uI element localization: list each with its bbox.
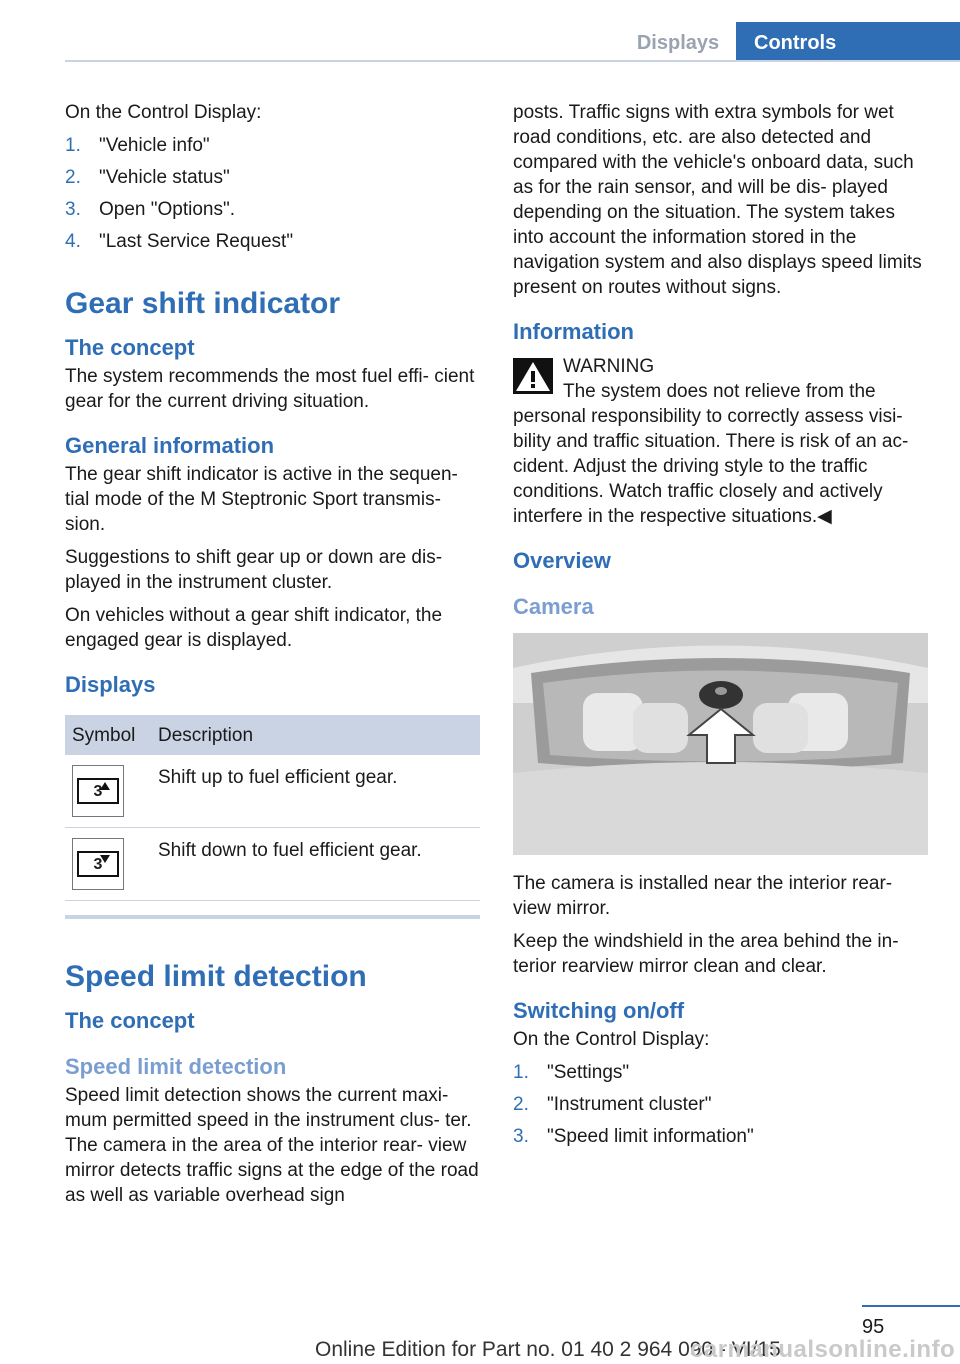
general-paragraph: Suggestions to shift gear up or down are dis‐ played in the instrument cluster.	[65, 547, 443, 593]
table-header-row	[65, 715, 480, 755]
shift-down-icon	[72, 838, 124, 890]
table-row	[65, 828, 480, 901]
description-cell: Shift up to fuel efficient gear.	[151, 755, 480, 828]
watermark: carmanualsonline.info	[690, 1336, 956, 1363]
step-number: 2.	[65, 167, 81, 188]
list-item	[513, 1060, 928, 1085]
step-text: "Vehicle status"	[99, 167, 230, 188]
list-item	[513, 1124, 928, 1149]
warning-block	[513, 354, 928, 404]
speed-subheading: Speed limit detection	[65, 1054, 287, 1079]
tab-displays[interactable]: Displays	[636, 32, 720, 54]
step-number: 3.	[65, 199, 81, 220]
warning-title: WARNING	[563, 356, 655, 377]
step-text: "Vehicle info"	[99, 135, 210, 156]
symbol-cell	[65, 828, 151, 901]
right-column	[513, 100, 928, 1156]
step-text: "Speed limit information"	[547, 1126, 754, 1147]
general-paragraph: On vehicles without a gear shift indicator, the engaged gear is displayed.	[65, 605, 443, 651]
tab-controls[interactable]: Controls	[736, 22, 960, 62]
step-text: "Last Service Request"	[99, 231, 294, 252]
warning-icon	[513, 358, 553, 394]
step-number: 2.	[513, 1094, 529, 1115]
table-end-divider	[65, 915, 480, 919]
list-item	[65, 165, 480, 190]
list-item	[65, 197, 480, 222]
page-header	[0, 0, 960, 62]
speed-limit-text: Speed limit detection shows the current maxi‐ mum permitted speed in the instrument clus‐ ter. The camera in the area of the interior rear‐ view mirror detects traffic signs at the edge of the road as well as variable overhead sign	[65, 1085, 479, 1206]
step-number: 4.	[65, 231, 81, 252]
page-number: 95	[862, 1316, 885, 1338]
camera-image	[513, 633, 928, 855]
list-item	[513, 1092, 928, 1117]
concept-heading: The concept	[65, 335, 195, 360]
shift-up-icon	[72, 765, 124, 817]
speed-limit-heading: Speed limit detection	[65, 960, 367, 993]
warning-text	[563, 354, 928, 404]
camera-paragraph: The camera is installed near the interior rear‐ view mirror.	[513, 873, 893, 919]
column-header-symbol: Symbol	[65, 715, 151, 755]
step-text: "Settings"	[547, 1062, 630, 1083]
camera-heading: Camera	[513, 594, 594, 619]
gear-number: 3	[93, 782, 103, 800]
gear-shift-heading: Gear shift indicator	[65, 287, 341, 320]
left-column	[65, 100, 480, 1216]
control-display-intro: On the Control Display:	[65, 102, 262, 123]
step-number: 1.	[65, 135, 81, 156]
list-item	[65, 133, 480, 158]
list-item	[65, 229, 480, 254]
general-paragraph: The gear shift indicator is active in the sequen‐ tial mode of the M Steptronic Sport transmis‐ sion.	[65, 464, 458, 535]
step-text: "Instrument cluster"	[547, 1094, 712, 1115]
switching-heading: Switching on/off	[513, 998, 685, 1023]
step-number: 3.	[513, 1126, 529, 1147]
information-heading: Information	[513, 319, 634, 344]
displays-heading: Displays	[65, 672, 156, 697]
gear-symbol-table	[65, 715, 480, 901]
general-info-heading: General information	[65, 433, 275, 458]
step-number: 1.	[513, 1062, 529, 1083]
speed-concept-heading: The concept	[65, 1008, 195, 1033]
warning-first-line: The system does not relieve from the	[563, 381, 876, 402]
step-text: Open "Options".	[99, 199, 236, 220]
symbol-cell	[65, 755, 151, 828]
camera-paragraph: Keep the windshield in the area behind the in‐ terior rearview mirror clean and clear.	[513, 931, 899, 977]
table-row	[65, 755, 480, 828]
vehicle-info-steps	[65, 133, 480, 254]
footer-divider	[862, 1305, 960, 1307]
warning-body: personal responsibility to correctly assess visi‐ bility and traffic situation. There is risk of an ac‐ cident. Adjust the driving style to the traffic conditions. Watch traffic closely and actively interfere in the respective situations.◀	[513, 406, 909, 527]
overview-heading: Overview	[513, 548, 611, 573]
description-cell: Shift down to fuel efficient gear.	[151, 828, 480, 901]
column-header-description: Description	[151, 715, 480, 755]
edition-note: Online Edition for Part no. 01 40 2 964 090 - VI/15	[315, 1338, 781, 1361]
header-divider	[65, 60, 960, 62]
gear-number: 3	[93, 855, 103, 873]
switch-intro: On the Control Display:	[513, 1029, 710, 1050]
continued-text: posts. Traffic signs with extra symbols for wet road conditions, etc. are also detected and compared with the vehicle's onboard data, such as for the rain sensor, and will be dis‐ played depending on the situation. The system takes into account the information stored in the navigation system and also displays speed limits present on routes without signs.	[513, 102, 922, 298]
concept-text: The system recommends the most fuel effi‐ cient gear for the current driving situation.	[65, 366, 475, 412]
switch-steps	[513, 1060, 928, 1149]
